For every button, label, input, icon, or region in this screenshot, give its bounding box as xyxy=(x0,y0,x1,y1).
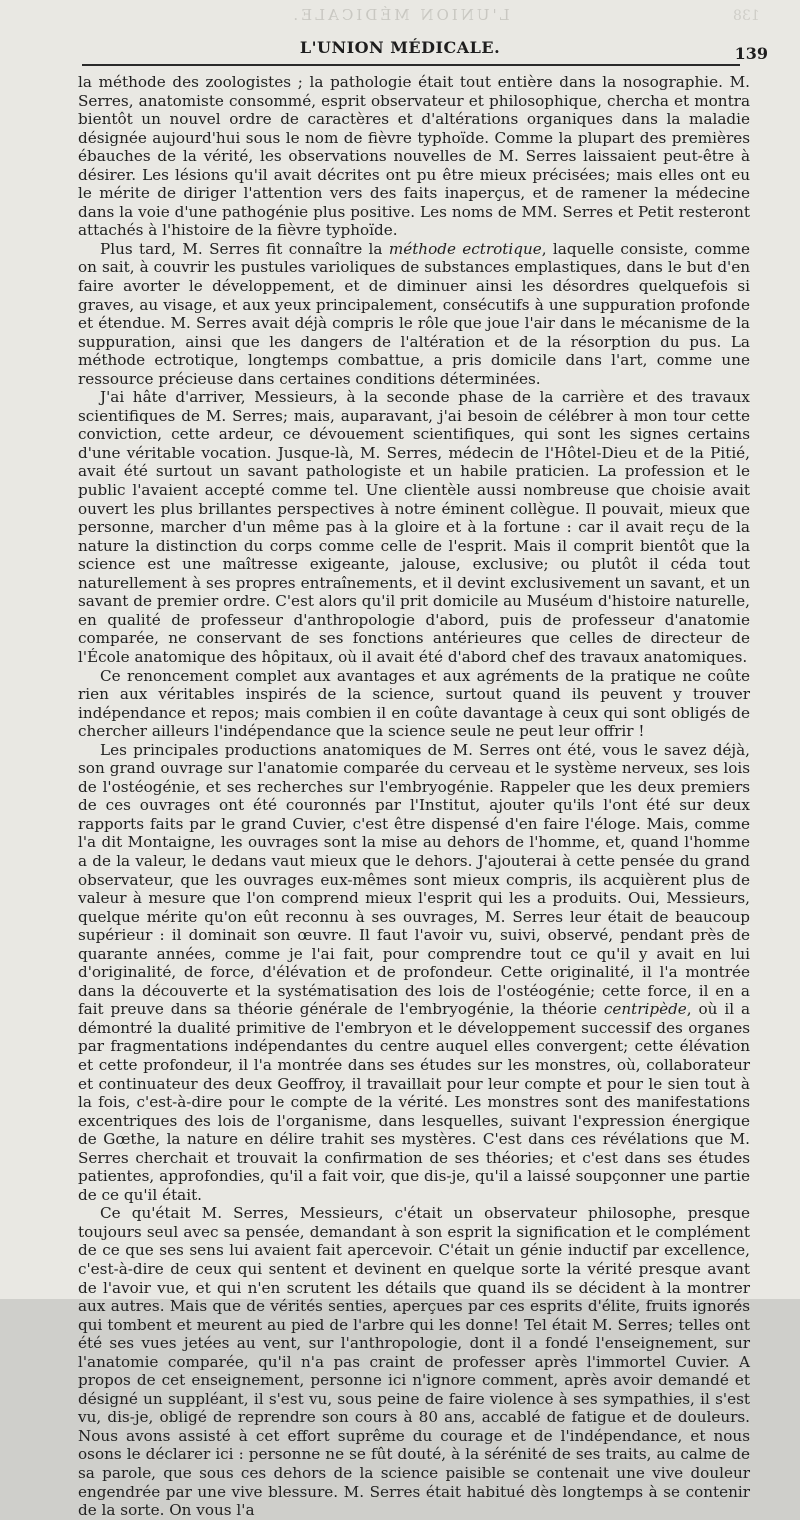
running-header xyxy=(0,38,800,62)
paragraph-renunciation: Ce renoncement complet aux avantages et aux agréments de la pratique ne coûte rien aux véritables inspirés de la science, surtout quand ils peuvent y trouver indépendance et repos; mais combien il en coûte davantage à ceux qui sont obligés de chercher ailleurs l'indépendance que la science seule ne peut leur offrir ! xyxy=(78,666,750,741)
show-through-header: L'UNION MÉDICALE. xyxy=(290,6,510,24)
paragraph-typhoid-fever: la méthode des zoologistes ; la pathologie était tout entière dans la nosographie. M. Serres, anatomiste consommé, esprit observateur et philosophique, chercha et montra bientôt un nouvel ordre de caractères et d'altérations organiques dans la maladie désignée aujourd'hui sous le nom de fièvre typhoïde. Comme la plupart des premières ébauches de la vérité, les observations nouvelles de M. Serres laissaient peut-être à désirer. Les lésions qu'il avait décrites ont pu être mieux précisées; mais elles ont eu le mérite de diriger l'attention vers des faits inaperçus, et de ramener la médecine dans la voie d'une pathogénie plus positive. Les noms de MM. Serres et Petit resteront attachés à l'histoire de la fièvre typhoïde. xyxy=(78,73,750,240)
paragraph-philosopher-observer: Ce qu'était M. Serres, Messieurs, c'était un observateur philosophe, presque toujours seul avec sa pensée, demandant à son esprit la signification et le complément de ce que ses sens lui avaient fait apercevoir. C'était un génie inductif par excellence, c'est-à-dire de ceux qui sentent et devinent en quelque sorte la vérité presque avant de l'avoir vue, et qui n'en scrutent les détails que quand ils se décident à la montrer aux autres. Mais que de vérités senties, aperçues par ces esprits d'élite, fruits ignorés qui tombent et meurent au pied de l'arbre qui les donne! Tel était M. Serres; telles ont été ses vues jetées au vent, sur l'anthropologie, dont il a fondé l'enseignement, sur l'anatomie comparée, qu'il n'a pas craint de professer après l'immortel Cuvier. A propos de cet enseignement, personne ici n'ignore comment, après avoir demandé et désigné un suppléant, il s'est vu, sous peine de faire violence à ses sympathies, il s'est vu, dis-je, obligé de reprendre son cours à 80 ans, accablé de fatigue et de douleurs. Nous avons assisté à cet effort suprême du courage et de l'indépendance, et nous osons le déclarer ici : personne ne se fût douté, à la sérénité de ses traits, au calme de sa parole, que sous ces dehors de la science paisible se contenait une vive douleur engendrée par une vive blessure. M. Serres était habitué dès longtemps à se contenir de la sorte. On vous l'a xyxy=(78,1204,750,1520)
paragraph-scientific-career: J'ai hâte d'arriver, Messieurs, à la seconde phase de la carrière et des travaux scientifiques de M. Serres; mais, auparavant, j'ai besoin de célébrer à mon tour cette conviction, cette ardeur, ce dévouement scientifiques, qui sont les signes certains d'une véritable vocation. Jusque-là, M. Serres, médecin de l'Hôtel-Dieu et de la Pitié, avait été surtout un savant pathologiste et un habile praticien. La profession et le public l'avaient accepté comme tel. Une clientèle aussi nombreuse que choisie avait ouvert les plus brillantes perspectives à notre éminent collègue. Il pouvait, mieux que personne, marcher d'un même pas à la gloire et à la fortune : car il avait reçu de la nature la distinction du corps comme celle de l'esprit. Mais il comprit bientôt que la science est une maîtresse exigeante, jalouse, exclusive; ou plutôt il céda tout naturellement à ses propres entraînements, et il devint exclusivement un savant, et un savant de premier ordre. C'est alors qu'il prit domicile au Muséum d'histoire naturelle, en qualité de professeur d'anthropologie d'abord, puis de professeur d'anatomie comparée, ne conservant de ses fonctions antérieures que celles de directeur de l'École anatomique des hôpitaux, où il avait été d'abord chef des travaux anatomiques. xyxy=(78,388,750,666)
italic-term: centripède xyxy=(603,1000,687,1019)
journal-title: L'UNION MÉDICALE. xyxy=(299,38,501,57)
paragraph-ectrotic-method: Plus tard, M. Serres fit connaître la méthode ectrotique, laquelle consiste, comme on sait, à couvrir les pustules varioliques de substances emplastiques, dans le but d'en faire avorter le développement, et de diminuer ainsi les désordres quelquefois si graves, au visage, et aux yeux principalement, consécutifs à une suppuration profonde et étendue. M. Serres avait déjà compris le rôle que joue l'air dans le mécanisme de la suppuration, ainsi que les dangers de l'altération et de la résorption du pus. La méthode ectrotique, longtemps combattue, a pris domicile dans l'art, comme une ressource précieuse dans certaines conditions déterminées. xyxy=(78,239,750,388)
page-number: 139 xyxy=(734,44,768,63)
header-rule xyxy=(82,64,740,66)
paragraph-anatomical-works: Les principales productions anatomiques de M. Serres ont été, vous le savez déjà, son grand ouvrage sur l'anatomie comparée du cerveau et le système nerveux, ses lois de l'ostéogénie, et ses recherches sur l'embryogénie. Rappeler que les deux premiers de ces ouvrages ont été couronnés par l'Institut, ajouter qu'ils l'ont été sur deux rapports faits par le grand Cuvier, c'est être dispensé d'en faire l'éloge. Mais, comme l'a dit Montaigne, les ouvrages sont la mise au dehors de l'homme, et, quand l'homme a de la valeur, le dedans vaut mieux que le dehors. J'ajouterai à cette pensée du grand observateur, que les ouvrages eux-mêmes sont mieux compris, ils acquièrent plus de valeur à mesure que l'on comprend mieux l'esprit qui les a produits. Oui, Messieurs, quelque mérite qu'on eût reconnu à ses ouvrages, M. Serres leur était de beaucoup supérieur : il dominait son œuvre. Il faut l'avoir vu, suivi, observé, pendant près de quarante années, comme je l'ai fait, pour comprendre tout ce qu'il y avait en lui d'originalité, de force, d'élévation et de profondeur. Cette originalité, il l'a montrée dans la découverte et la systématisation des lois de l'ostéogénie; cette force, il en a fait preuve dans sa théorie générale de l'embryogénie, la théorie centripède, où il a démontré la dualité primitive de l'embryon et le développement successif des organes par fragmentations indépendantes du centre auquel elles convergent; cette élévation et cette profondeur, il l'a montrée dans ses études sur les monstres, où, collaborateur et continuateur des deux Geoffroy, il travaillait pour leur compte et pour le sien tout à la fois, c'est-à-dire pour le compte de la vérité. Les monstres sont des manifestations excentriques des lois de l'organisme, dans lesquelles, suivant l'expression énergique de Gœthe, la nature en délire trahit ses mystères. C'est dans ces révélations que M. Serres cherchait et trouvait la confirmation de ses théories; et c'est dans ses études patientes, approfondies, qu'il a fait voir, que dis-je, qu'il a laissé soupçonner une partie de ce qu'il était. xyxy=(78,740,750,1204)
show-through-page-number: 138 xyxy=(733,8,760,24)
article-body xyxy=(78,73,750,1520)
italic-term: méthode ectrotique xyxy=(388,239,542,258)
